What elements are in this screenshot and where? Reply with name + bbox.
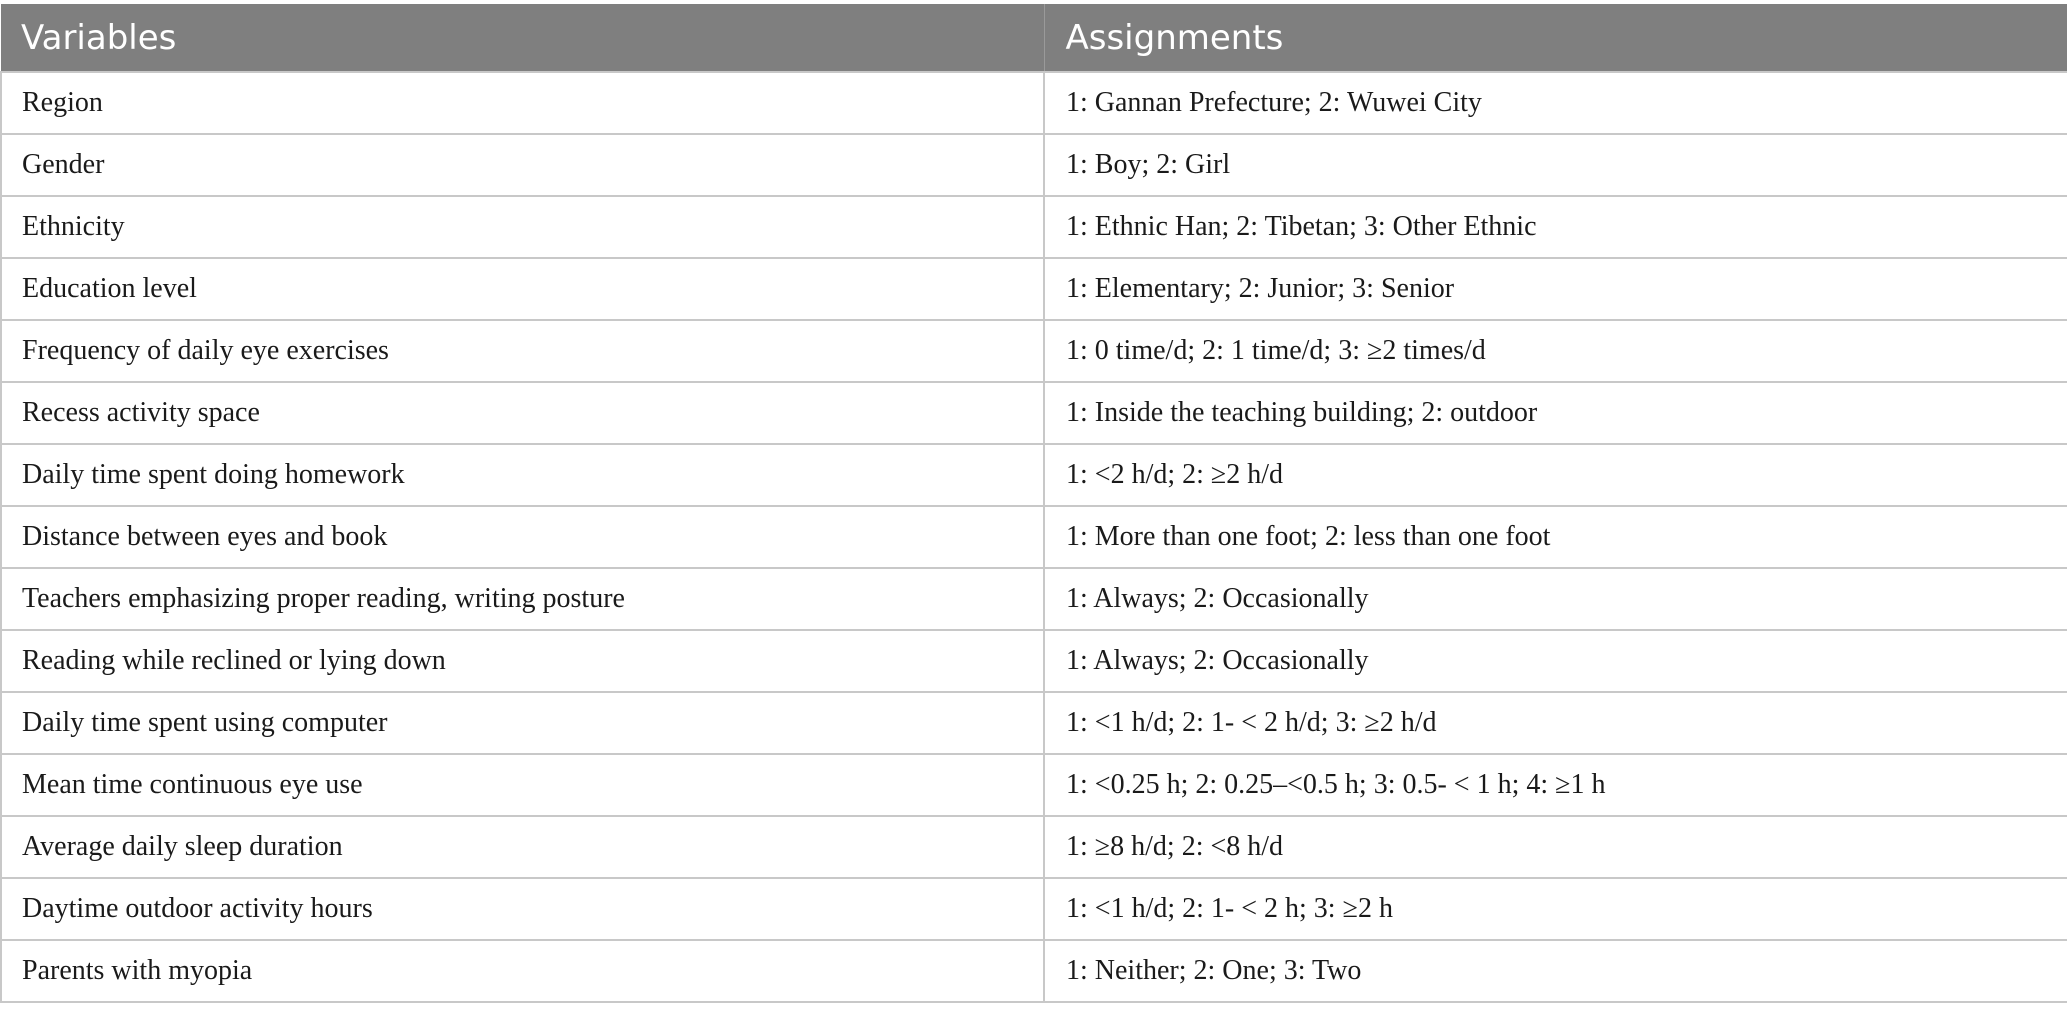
assignment-cell: 1: Neither; 2: One; 3: Two	[1044, 940, 2067, 1002]
assignment-cell: 1: ≥8 h/d; 2: <8 h/d	[1044, 816, 2067, 878]
variable-cell: Ethnicity	[1, 196, 1044, 258]
variables-table-container	[0, 4, 2067, 1003]
table-row	[1, 754, 2067, 816]
variable-cell: Parents with myopia	[1, 940, 1044, 1002]
assignment-cell: 1: Boy; 2: Girl	[1044, 134, 2067, 196]
header-row	[1, 4, 2067, 72]
variables-assignments-table	[0, 4, 2067, 1003]
assignment-cell: 1: <0.25 h; 2: 0.25–<0.5 h; 3: 0.5- < 1 h; 4: ≥1 h	[1044, 754, 2067, 816]
table-row	[1, 940, 2067, 1002]
table-row	[1, 444, 2067, 506]
variable-cell: Daily time spent using computer	[1, 692, 1044, 754]
table-row	[1, 568, 2067, 630]
variable-cell: Teachers emphasizing proper reading, writing posture	[1, 568, 1044, 630]
table-row	[1, 196, 2067, 258]
table-row	[1, 320, 2067, 382]
table-row	[1, 506, 2067, 568]
assignment-cell: 1: Always; 2: Occasionally	[1044, 568, 2067, 630]
variable-cell: Recess activity space	[1, 382, 1044, 444]
assignment-cell: 1: <2 h/d; 2: ≥2 h/d	[1044, 444, 2067, 506]
assignment-cell: 1: Gannan Prefecture; 2: Wuwei City	[1044, 72, 2067, 134]
assignment-cell: 1: 0 time/d; 2: 1 time/d; 3: ≥2 times/d	[1044, 320, 2067, 382]
variable-cell: Daily time spent doing homework	[1, 444, 1044, 506]
table-row	[1, 134, 2067, 196]
assignment-cell: 1: More than one foot; 2: less than one foot	[1044, 506, 2067, 568]
assignment-cell: 1: Elementary; 2: Junior; 3: Senior	[1044, 258, 2067, 320]
variable-cell: Reading while reclined or lying down	[1, 630, 1044, 692]
header-variables: Variables	[1, 4, 1044, 72]
variable-cell: Daytime outdoor activity hours	[1, 878, 1044, 940]
table-row	[1, 816, 2067, 878]
table-body	[1, 72, 2067, 1002]
table-header	[1, 4, 2067, 72]
table-row	[1, 258, 2067, 320]
table-row	[1, 382, 2067, 444]
header-assignments: Assignments	[1044, 4, 2067, 72]
assignment-cell: 1: <1 h/d; 2: 1- < 2 h/d; 3: ≥2 h/d	[1044, 692, 2067, 754]
assignment-cell: 1: Inside the teaching building; 2: outdoor	[1044, 382, 2067, 444]
assignment-cell: 1: <1 h/d; 2: 1- < 2 h; 3: ≥2 h	[1044, 878, 2067, 940]
variable-cell: Distance between eyes and book	[1, 506, 1044, 568]
assignment-cell: 1: Always; 2: Occasionally	[1044, 630, 2067, 692]
table-row	[1, 878, 2067, 940]
variable-cell: Gender	[1, 134, 1044, 196]
table-row	[1, 692, 2067, 754]
variable-cell: Education level	[1, 258, 1044, 320]
variable-cell: Mean time continuous eye use	[1, 754, 1044, 816]
variable-cell: Region	[1, 72, 1044, 134]
table-row	[1, 72, 2067, 134]
variable-cell: Average daily sleep duration	[1, 816, 1044, 878]
variable-cell: Frequency of daily eye exercises	[1, 320, 1044, 382]
table-row	[1, 630, 2067, 692]
assignment-cell: 1: Ethnic Han; 2: Tibetan; 3: Other Ethnic	[1044, 196, 2067, 258]
